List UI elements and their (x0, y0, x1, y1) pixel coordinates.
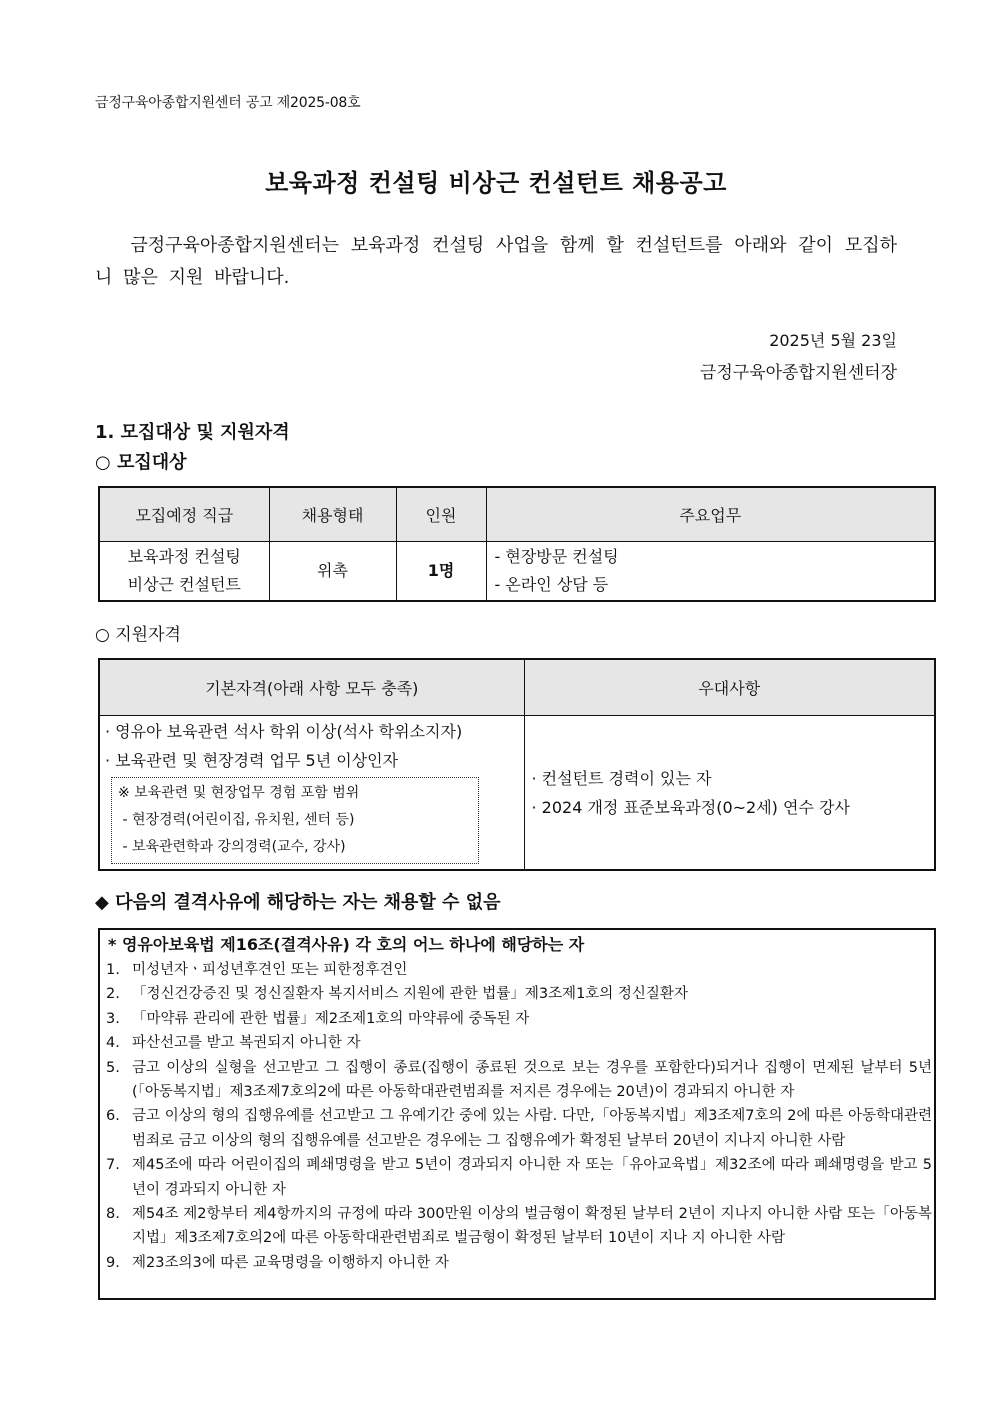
item-number: 1. (106, 962, 120, 978)
item-number: 8. (106, 1206, 120, 1223)
duty-line: - 온라인 상담 등 (494, 575, 609, 594)
item-text: 제54조 제2항부터 제4항까지의 규정에 따라 300만원 이상의 벌금형이 확정된 날부터 2년이 지나지 아니한 사람 또는「아동복지법」제3조제7호의2에 따른 아동학대관련범죄로 벌금형이 확정된 날부터 10년이 지나 지 아니한 사람 (132, 1206, 932, 1247)
notice-date: 2025년 5월 23일 (769, 331, 897, 350)
qualification-table-header-row (99, 659, 935, 716)
item-text: 제23조의3에 따른 교육명령을 이행하지 아니한 자 (132, 1254, 449, 1271)
item-text: 제45조에 따라 어린이집의 폐쇄명령을 받고 5년이 경과되지 아니한 자 또는「유아교육법」제32조에 따라 폐쇄명령을 받고 5년이 경과되지 아니한 자 (132, 1157, 932, 1198)
list-item (106, 1202, 932, 1251)
cell-main-duty (486, 542, 935, 602)
item-number: 7. (106, 1157, 120, 1174)
list-item (106, 982, 932, 1006)
header-main-duty: 주요업무 (486, 487, 935, 542)
notice-number: 금정구육아종합지원센터 공고 제2025-08호 (95, 95, 361, 111)
recruit-table (98, 486, 936, 602)
table-row (99, 542, 935, 602)
item-text: 미성년자ㆍ피성년후견인 또는 피한정후견인 (132, 962, 408, 978)
subheading-recruit-target: ○ 모집대상 (95, 452, 187, 473)
disqualification-list (106, 958, 932, 1275)
qualification-table (98, 658, 936, 871)
list-item (106, 1007, 932, 1031)
header-preference: 우대사항 (524, 659, 935, 716)
intro-text: 금정구육아종합지원센터는 보육과정 컨설팅 사업을 함께 할 컨설턴트를 아래와 같이 모집하니 많은 지원 바랍니다. (95, 235, 897, 288)
position-line: 비상근 컨설턴트 (127, 575, 241, 594)
disqualification-box-heading: * 영유아보육법 제16조(결격사유) 각 호의 어느 하나에 해당하는 자 (108, 935, 585, 954)
item-number: 3. (106, 1010, 120, 1027)
table-row (99, 716, 935, 871)
item-number: 6. (106, 1108, 120, 1125)
item-number: 2. (106, 986, 120, 1003)
item-number: 4. (106, 1035, 120, 1052)
item-number: 9. (106, 1254, 120, 1271)
preference-item: · 컨설턴트 경력이 있는 자 (531, 768, 712, 788)
item-number: 5. (106, 1059, 120, 1076)
cell-preference (524, 716, 935, 871)
basic-qualification-item: · 보육관련 및 현장경력 업무 5년 이상인자 (105, 751, 399, 770)
issuer-name: 금정구육아종합지원센터장 (699, 363, 897, 383)
duty-line: - 현장방문 컨설팅 (494, 547, 619, 566)
list-item (106, 1031, 932, 1055)
subheading-qualification: ○ 지원자격 (95, 625, 181, 645)
range-title: ※ 보육관련 및 현장업무 경험 포함 범위 (118, 785, 360, 801)
header-basic-qualification: 기본자격(아래 사항 모두 충족) (99, 659, 524, 716)
section-heading-disqualification: ◆ 다음의 결격사유에 해당하는 자는 채용할 수 없음 (95, 892, 501, 913)
preference-item: · 2024 개정 표준보육과정(0~2세) 연수 강사 (531, 797, 850, 817)
list-item (106, 958, 932, 982)
section-heading-recruit-qualification: 1. 모집대상 및 지원자격 (95, 422, 290, 443)
item-text: 파산선고를 받고 복권되지 아니한 자 (132, 1035, 361, 1052)
cell-position (99, 542, 269, 602)
experience-range-box (111, 777, 479, 864)
header-position: 모집예정 직급 (99, 487, 269, 542)
list-item (106, 1104, 932, 1153)
range-item: - 보육관련학과 강의경력(교수, 강사) (118, 839, 346, 855)
cell-basic-qualification (99, 716, 524, 871)
header-count: 인원 (396, 487, 486, 542)
list-item (106, 1153, 932, 1202)
list-item (106, 1056, 932, 1105)
item-text: 「정신건강증진 및 정신질환자 복지서비스 지원에 관한 법률」제3조제1호의 정신질환자 (132, 986, 688, 1003)
recruit-table-header-row (99, 487, 935, 542)
cell-employment-type: 위촉 (269, 542, 396, 602)
item-text: 「마약류 관리에 관한 법률」제2조제1호의 마약류에 중독된 자 (132, 1010, 530, 1027)
list-item (106, 1251, 932, 1275)
intro-paragraph (95, 230, 897, 294)
range-item: - 현장경력(어린이집, 유치원, 센터 등) (118, 812, 355, 828)
header-employment-type: 채용형태 (269, 487, 396, 542)
item-text: 금고 이상의 형의 집행유예를 선고받고 그 유예기간 중에 있는 사람. 다만,「아동복지법」제3조제7호의 2에 따른 아동학대관련범죄로 금고 이상의 형의 집행유예를 선고받은 경우에는 그 집행유예가 확정된 날부터 20년이 지나지 아니한 사람 (132, 1108, 932, 1149)
basic-qualification-item: · 영유아 보육관련 석사 학위 이상(석사 학위소지자) (105, 722, 463, 741)
item-text: 금고 이상의 실형을 선고받고 그 집행이 종료(집행이 종료된 것으로 보는 경우를 포함한다)되거나 집행이 면제된 날부터 5년(「아동복지법」제3조제7호의2에 따른 아동학대관련범죄를 저지른 경우에는 20년)이 경과되지 아니한 자 (132, 1059, 932, 1101)
page-title: 보육과정 컨설팅 비상근 컨설턴트 채용공고 (265, 169, 727, 197)
position-line: 보육과정 컨설팅 (127, 547, 241, 566)
cell-count: 1명 (396, 542, 486, 602)
disqualification-box (98, 928, 936, 1300)
